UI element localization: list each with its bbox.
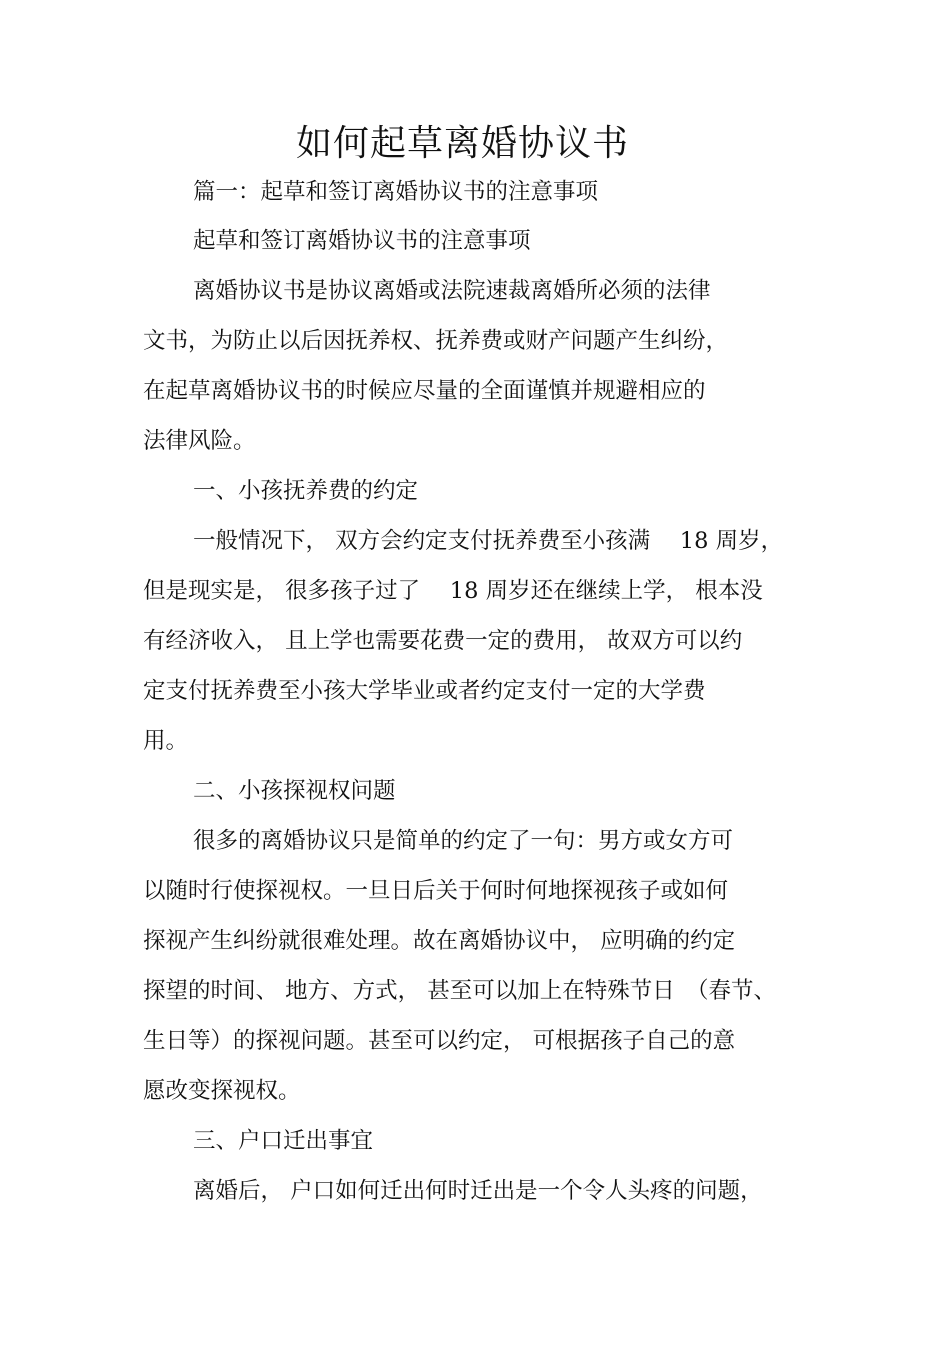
paragraph-line: 愿改变探视权。 <box>143 1078 301 1104</box>
clause-heading: 二、小孩探视权问题 <box>193 778 396 804</box>
clause-heading: 一、小孩抚养费的约定 <box>193 478 419 504</box>
paragraph-line: 有经济收入， 且上学也需要花费一定的费用， 故双方可以约 <box>143 628 743 654</box>
subheading: 起草和签订离婚协议书的注意事项 <box>193 228 531 254</box>
paragraph-line: 一般情况下， 双方会约定支付抚养费至小孩满 18 周岁， <box>193 528 784 554</box>
paragraph-line: 以随时行使探视权。一旦日后关于何时何地探视孩子或如何 <box>143 878 729 904</box>
paragraph-line: 生日等）的探视问题。甚至可以约定， 可根据孩子自己的意 <box>143 1028 736 1054</box>
section-heading: 篇一：起草和签订离婚协议书的注意事项 <box>193 179 599 205</box>
paragraph-line: 很多的离婚协议只是简单的约定了一句：男方或女方可 <box>193 828 734 854</box>
paragraph-line: 文书，为防止以后因抚养权、抚养费或财产问题产生纠纷， <box>143 328 729 354</box>
document-title: 如何起草离婚协议书 <box>295 123 629 164</box>
paragraph-line: 但是现实是， 很多孩子过了 18 周岁还在继续上学， 根本没 <box>143 578 763 604</box>
paragraph-line: 定支付抚养费至小孩大学毕业或者约定支付一定的大学费 <box>143 678 706 704</box>
clause-heading: 三、户口迁出事宜 <box>193 1128 374 1154</box>
paragraph-line: 离婚后， 户口如何迁出何时迁出是一个令人头疼的问题， <box>193 1178 763 1204</box>
paragraph-line: 离婚协议书是协议离婚或法院速裁离婚所必须的法律 <box>193 278 711 304</box>
paragraph-line: 探望的时间、 地方、方式， 甚至可以加上在特殊节日 （春节、 <box>143 978 777 1004</box>
paragraph-line: 用。 <box>143 728 189 754</box>
paragraph-line: 在起草离婚协议书的时候应尽量的全面谨慎并规避相应的 <box>143 378 706 404</box>
paragraph-line: 法律风险。 <box>143 428 256 454</box>
paragraph-line: 探视产生纠纷就很难处理。故在离婚协议中， 应明确的约定 <box>143 928 736 954</box>
